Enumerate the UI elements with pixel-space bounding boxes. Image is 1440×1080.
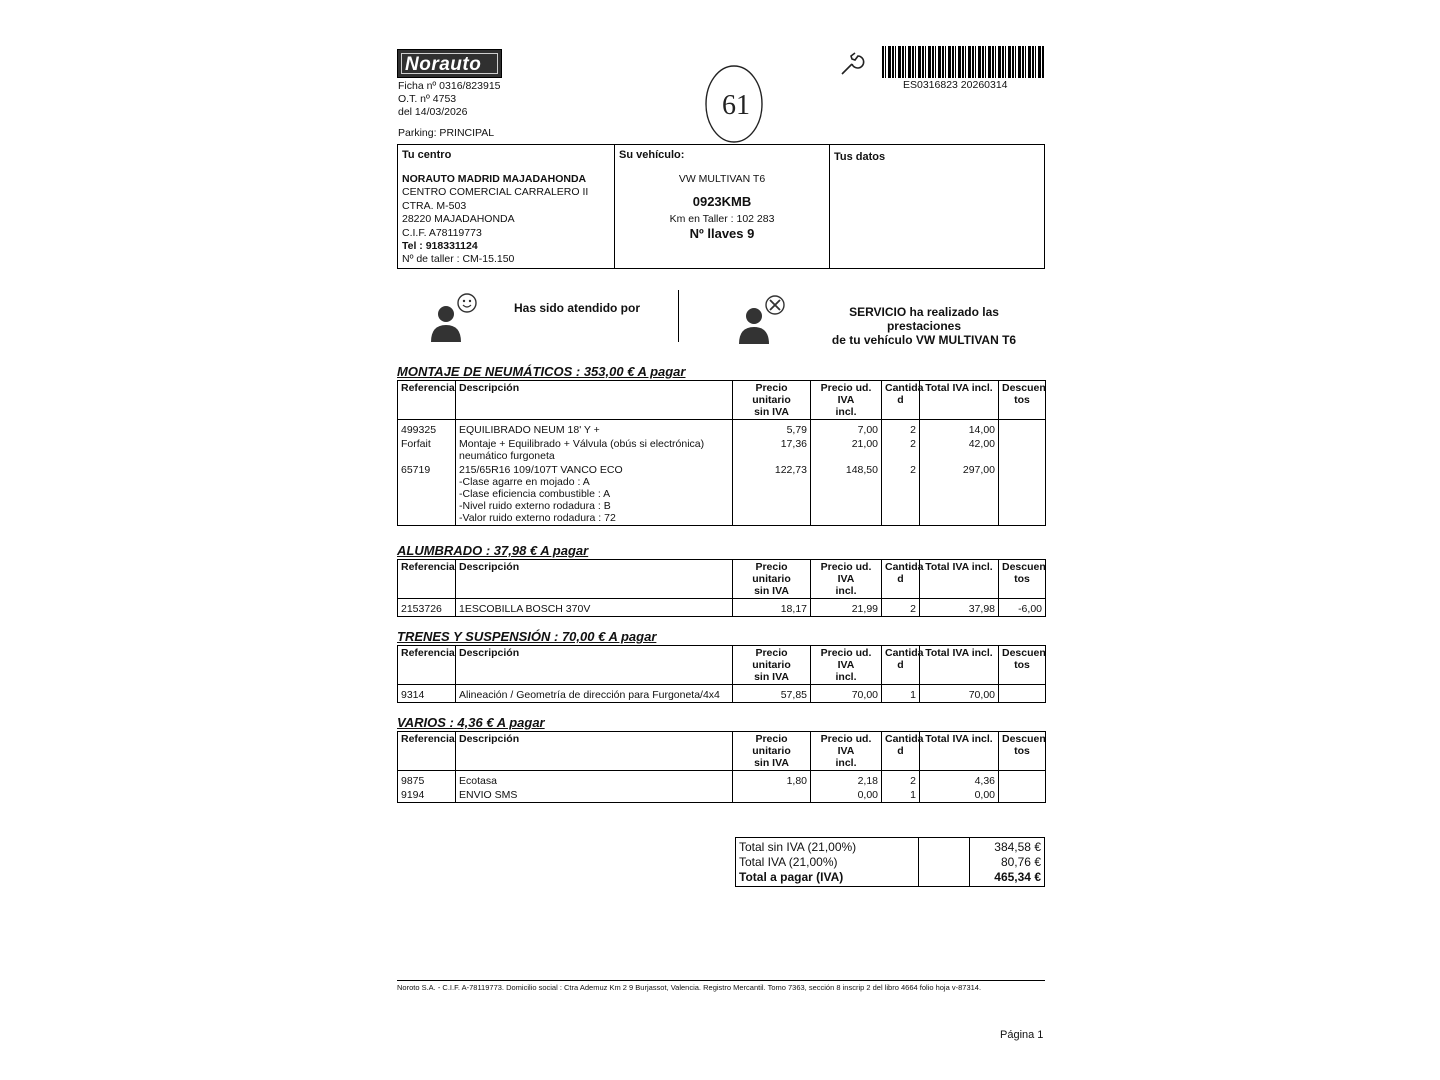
cell-total [920,599,999,617]
cell-referencia-text: 2153726 [401,603,442,615]
cell-precio-sin-iva-text: 57,85 [780,689,807,701]
cell-cantidad-text: 1 [910,789,916,801]
table-row [398,463,1046,526]
header-text: Precio unitario [752,647,791,671]
col-cantidad [882,646,924,685]
cell-descuento [999,771,1046,789]
header-text: Precio ud. IVA [820,382,872,406]
cell-cantidad-text: 2 [910,438,916,450]
header-text: incl. [835,585,857,597]
table-header-row [398,381,1046,420]
cell-precio-iva-text: 70,00 [851,689,878,701]
header-text: sin IVA [754,585,789,597]
cell-cantidad [882,771,920,789]
cell-referencia [398,685,456,703]
cell-total [920,771,999,789]
col-precio-iva [811,646,882,685]
header-text: Precio ud. IVA [820,647,872,671]
col-descuentos [999,560,1046,599]
ot-number: O.T. nº 4753 [398,93,457,105]
cell-descripcion [456,788,733,803]
norauto-logo [397,49,502,78]
cell-referencia [398,788,456,803]
col-descuentos [999,381,1046,420]
col-descripcion [456,646,733,685]
section-title-neumaticos: MONTAJE DE NEUMÁTICOS : 353,00 € A pagar [397,364,686,379]
centro-label: Tu centro [402,149,452,161]
cell-cantidad [882,420,920,438]
cell-descripcion [456,420,733,438]
col-precio-sin-iva [733,646,811,685]
header-text: Referencia [401,561,455,573]
total-sin-iva-value: 384,58 € [994,840,1041,854]
header-text: Precio unitario [752,382,791,406]
cell-precio-iva-text: 21,00 [851,438,878,450]
cell-descuento [999,437,1046,463]
col-cantidad [882,560,924,599]
footer-rule [397,980,1045,981]
cell-total-text: 42,00 [968,438,995,450]
cell-precio-iva-text: 2,18 [857,775,878,787]
datos-label: Tus datos [834,151,886,163]
cell-referencia [398,420,456,438]
header-text: Referencia [401,382,455,394]
cell-descripcion [456,599,733,617]
cell-cantidad [882,685,920,703]
datos-panel [830,145,1044,268]
col-precio-iva [811,560,882,599]
header-text: incl. [835,671,857,683]
table-header-row [398,732,1046,771]
col-precio-iva [811,732,882,771]
header-text: Total IVA incl. [925,647,993,659]
items-table-alumbrado [397,559,1046,617]
cell-precio-iva [811,771,882,789]
col-referencia [398,560,456,599]
vehiculo-model: VW MULTIVAN T6 [678,173,766,185]
total-iva-label: Total IVA (21,00%) [739,855,838,869]
cell-cantidad-text: 2 [910,603,916,615]
cell-total [920,788,999,803]
handwritten-mark [700,62,770,148]
footer-legal: Noroto S.A. - C.I.F. A-78119773. Domicilio social : Ctra Ademuz Km 2 9 Burjassot, Valencia. Registro Mercantil. Tomo 7363, sección 8 inscrip 2 del libro 4664 folio hoja v-87314. [397,983,982,992]
header-text: d [897,659,904,671]
cell-cantidad-text: 2 [910,775,916,787]
table-row [398,599,1046,617]
cell-descuento [999,685,1046,703]
cell-precio-sin-iva [733,599,811,617]
col-precio-sin-iva [733,381,811,420]
cell-referencia-text: 499325 [401,424,437,436]
col-cantidad [882,381,924,420]
cell-precio-sin-iva-text: 17,36 [780,438,807,450]
info-box [397,144,1045,269]
service-line1: SERVICIO ha realizado las prestaciones [849,305,999,333]
parking: Parking: PRINCIPAL [398,127,495,139]
cell-precio-iva [811,437,882,463]
mechanic-tools-icon [736,294,788,346]
col-precio-iva [811,381,882,420]
cell-descripcion [456,685,733,703]
attended-text: Has sido atendido por [514,301,641,315]
col-precio-sin-iva [733,560,811,599]
cell-cantidad-text: 2 [910,424,916,436]
total-sin-iva-label: Total sin IVA (21,00%) [739,840,857,854]
header-text: Descuen [1002,561,1046,573]
cell-precio-iva [811,420,882,438]
cell-referencia [398,437,456,463]
cell-total-text: 70,00 [968,689,995,701]
cell-referencia-text: 9875 [401,775,425,787]
vehiculo-label: Su vehículo: [619,149,685,161]
header-text: tos [1014,394,1030,406]
col-total [920,646,999,685]
cell-precio-sin-iva [733,437,811,463]
header-text: Cantida [885,733,924,745]
col-referencia [398,732,456,771]
header-text: Total IVA incl. [925,733,993,745]
header-text: Referencia [401,733,455,745]
col-referencia [398,381,456,420]
cell-precio-iva-text: 148,50 [845,464,878,476]
cell-total [920,437,999,463]
cell-precio-sin-iva [733,685,811,703]
description-detail: -Clase eficiencia combustible : A [459,488,611,500]
centro-tel: Tel : 918331124 [402,240,478,253]
col-descripcion [456,560,733,599]
cell-descripcion-text: 215/65R16 109/107T VANCO ECO [459,464,623,476]
cell-referencia-text: 9194 [401,789,425,801]
cell-descripcion [456,771,733,789]
centro-line2: CTRA. M-503 [402,199,467,212]
table-header-row [398,560,1046,599]
header-text: tos [1014,659,1030,671]
cell-precio-sin-iva-text: 1,80 [786,775,807,787]
header-text: Descuen [1002,733,1046,745]
cell-precio-iva [811,463,882,526]
col-precio-sin-iva [733,732,811,771]
cell-referencia-text: Forfait [401,438,431,450]
section-title-varios: VARIOS : 4,36 € A pagar [397,715,545,730]
items-table-varios [397,731,1046,803]
section-title-trenes: TRENES Y SUSPENSIÓN : 70,00 € A pagar [397,629,657,644]
col-total [920,381,999,420]
cell-referencia-text: 65719 [401,464,431,476]
cell-precio-iva-text: 7,00 [857,424,878,436]
header-text: Precio ud. IVA [820,733,872,757]
cell-referencia [398,599,456,617]
header-text: Precio ud. IVA [820,561,872,585]
cell-precio-sin-iva-text: 5,79 [786,424,807,436]
service-text [812,305,1036,347]
cell-descripcion-text: 1ESCOBILLA BOSCH 370V [459,603,591,615]
cell-total [920,685,999,703]
cell-total-text: 14,00 [968,424,995,436]
wrench-icon [838,50,866,78]
cell-cantidad [882,463,920,526]
centro-name: NORAUTO MADRID MAJADAHONDA [402,173,587,185]
header-text: d [897,394,904,406]
vehiculo-llaves: Nº llaves 9 [689,226,755,241]
cell-referencia [398,771,456,789]
barcode [882,46,1044,78]
description-detail: -Clase agarre en mojado : A [459,476,590,488]
cell-descuento [999,420,1046,438]
header-text: Descripción [459,647,520,659]
total-iva-value: 80,76 € [1000,855,1041,869]
header-text: tos [1014,745,1030,757]
logo-text: Norauto [401,53,498,74]
header-text: Descuen [1002,647,1046,659]
cell-cantidad-text: 2 [910,464,916,476]
cell-precio-iva [811,788,882,803]
attended-divider [678,290,679,342]
header-text: Referencia [401,647,455,659]
description-detail: -Valor ruido externo rodadura : 72 [459,512,616,524]
cell-descuento [999,463,1046,526]
cell-precio-iva-text: 21,99 [851,603,878,615]
col-referencia [398,646,456,685]
centro-line1: CENTRO COMERCIAL CARRALERO II [402,186,589,199]
cell-descripcion [456,437,733,463]
header-text: incl. [835,757,857,769]
col-cantidad [882,732,924,771]
table-header-row [398,646,1046,685]
cell-descripcion-text: ENVIO SMS [459,789,518,801]
description-detail: -Nivel ruido externo rodadura : B [459,500,611,512]
cell-precio-iva [811,685,882,703]
document-date: del 14/03/2026 [398,106,468,118]
col-total [920,560,999,599]
barcode-text: ES0316823 20260314 [903,79,1008,91]
cell-descripcion-text: Alineación / Geometría de dirección para Furgoneta/4x4 [459,689,720,701]
header-text: d [897,745,904,757]
cell-precio-sin-iva [733,771,811,789]
centro-cif: C.I.F. A78119773 [402,226,482,239]
total-pagar-value: 465,34 € [994,870,1041,884]
cell-descuento [999,788,1046,803]
cell-total-text: 0,00 [974,789,995,801]
cell-descripcion [456,463,733,526]
vehiculo-panel [615,145,830,268]
cell-cantidad [882,437,920,463]
table-row [398,685,1046,703]
cell-referencia [398,463,456,526]
col-descuentos [999,646,1046,685]
section-title-alumbrado: ALUMBRADO : 37,98 € A pagar [397,543,589,558]
header-text: Cantida [885,561,924,573]
advisor-smile-icon [428,292,480,344]
table-row [398,771,1046,789]
centro-taller: Nº de taller : CM-15.150 [402,253,515,266]
total-pagar-label: Total a pagar (IVA) [739,870,844,884]
header-text: Precio unitario [752,733,791,757]
cell-precio-sin-iva-text: 122,73 [774,464,807,476]
cell-precio-sin-iva [733,463,811,526]
cell-precio-sin-iva [733,788,811,803]
header-text: Descripción [459,561,520,573]
cell-descripcion-text: Montaje + Equilibrado + Válvula (obús si electrónica) [459,438,705,450]
cell-precio-iva [811,599,882,617]
cell-descuento [999,599,1046,617]
header-text: Descuen [1002,382,1046,394]
header-text: d [897,573,904,585]
vehiculo-km: Km en Taller : 102 283 [669,213,775,225]
ficha-number: Ficha nº 0316/823915 [398,80,501,92]
cell-descripcion-text: Ecotasa [459,775,497,787]
table-row [398,788,1046,803]
col-total [920,732,999,771]
totals-box [735,837,1045,887]
cell-precio-iva-text: 0,00 [857,789,878,801]
table-row [398,437,1046,463]
header-text: Total IVA incl. [925,561,993,573]
service-line2: de tu vehículo VW MULTIVAN T6 [831,333,1017,347]
page-number: Página 1 [1000,1029,1044,1041]
table-row [398,420,1046,438]
cell-cantidad [882,788,920,803]
header-text: Cantida [885,647,924,659]
items-table-trenes [397,645,1046,703]
cell-referencia-text: 9314 [401,689,425,701]
cell-cantidad-text: 1 [910,689,916,701]
col-descripcion [456,381,733,420]
cell-precio-sin-iva [733,420,811,438]
cell-descripcion-text: EQUILIBRADO NEUM 18' Y + [459,424,600,436]
handwritten-number: 61 [722,90,750,121]
items-table-neumaticos [397,380,1046,526]
cell-descuento-text: -6,00 [1018,603,1042,615]
cell-total-text: 37,98 [968,603,995,615]
vehiculo-plate: 0923KMB [692,194,752,209]
cell-precio-sin-iva-text: 18,17 [780,603,807,615]
header-text: Descripción [459,382,520,394]
col-descuentos [999,732,1046,771]
header-text: sin IVA [754,757,789,769]
cell-total-text: 4,36 [974,775,995,787]
centro-line3: 28220 MAJADAHONDA [402,213,515,226]
description-detail: neumático furgoneta [459,450,555,462]
header-text: incl. [835,406,857,418]
header-text: sin IVA [754,406,789,418]
header-text: sin IVA [754,671,789,683]
header-text: tos [1014,573,1030,585]
header-text: Cantida [885,382,924,394]
cell-total-text: 297,00 [962,464,995,476]
header-text: Descripción [459,733,520,745]
header-text: Total IVA incl. [925,382,993,394]
cell-total [920,463,999,526]
cell-cantidad [882,599,920,617]
col-descripcion [456,732,733,771]
cell-total [920,420,999,438]
header-text: Precio unitario [752,561,791,585]
centro-panel [398,145,615,268]
